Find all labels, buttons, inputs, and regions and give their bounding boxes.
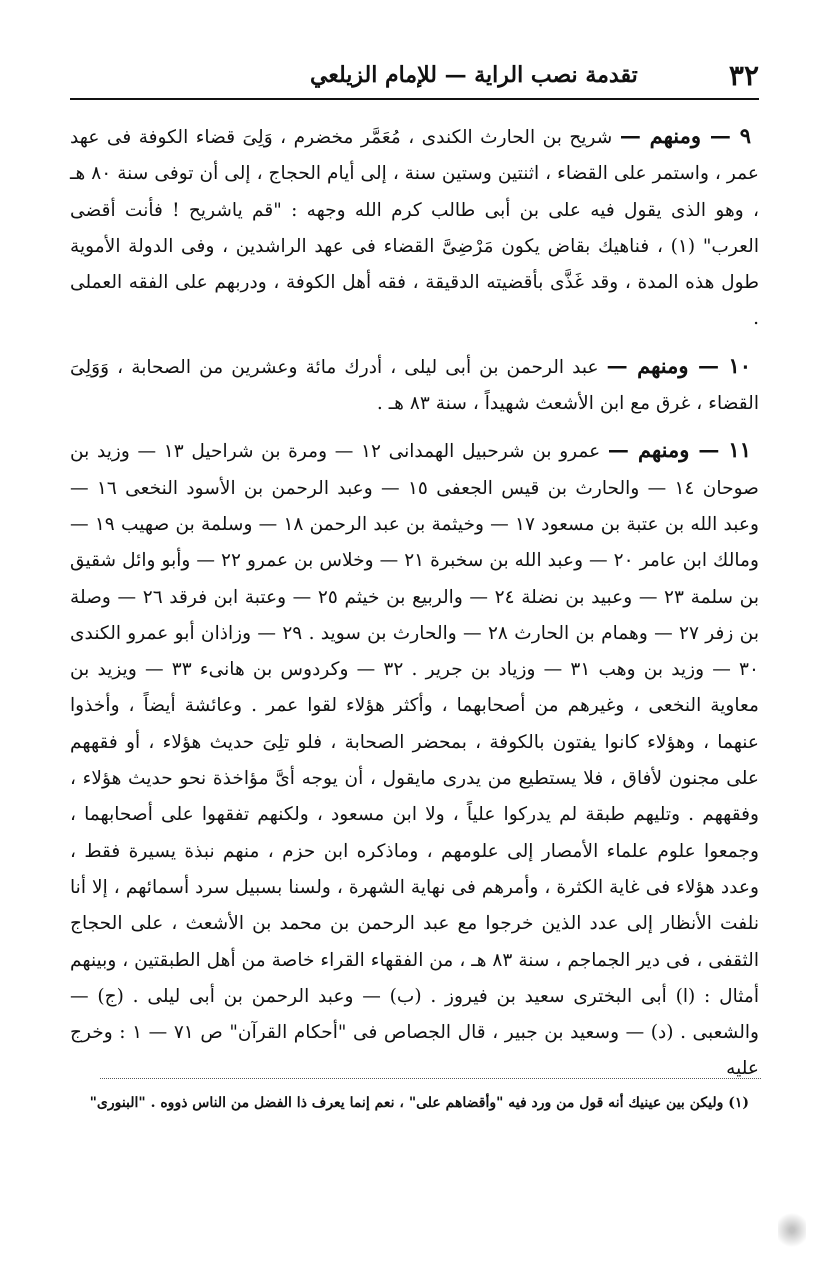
page-body	[70, 118, 759, 1092]
paragraph-lead: ٩ — ومنهم —	[619, 123, 751, 148]
paragraph-abd-al-rahman	[70, 348, 759, 423]
paragraph-lead: ١٠ — ومنهم —	[606, 352, 751, 378]
paragraph-text: عبد الرحمن بن أبى ليلى ، أدرك مائة وعشرين من الصحابة ، وَوَلِىَ القضاء ، غرق مع ابن الأشعث شهيداً ، سنة ٨٣ هـ .	[70, 356, 759, 415]
footnote-divider	[100, 1078, 761, 1079]
paragraph-text: عمرو بن شرحبيل الهمدانى ١٢ — ومرة بن شراحيل ١٣ — وزيد بن صوحان ١٤ — والحارث بن قيس الجعفى ١٥ — وعبد الرحمن بن الأسود النخعى ١٦ — وعبد الله بن عتبة بن مسعود ١٧ — وخيثمة بن عبد الرحمن ١٨ — وسلمة بن صهيب ١٩ — ومالك ابن عامر ٢٠ — وعبد الله بن سخبرة ٢١ — وخلاس بن عمرو ٢٢ — وأبو وائل شقيق بن سلمة ٢٣ — وعبيد بن نضلة ٢٤ — والربيع بن خيثم ٢٥ — وعتبة ابن فرقد ٢٦ — وصلة بن زفر ٢٧ — وهمام بن الحارث ٢٨ — والحارث بن سويد . ٢٩ — وزاذان أبو عمرو الكندى ٣٠ — وزيد بن وهب ٣١ — وزياد بن جرير . ٣٢ — وكردوس بن هانىء ٣٣ — ويزيد بن معاوية النخعى ، وغيرهم من أصحابهما ، وأكثر هؤلاء لقوا عمر . وعائشة أيضاً ، وأخذوا عنهما ، وهؤلاء كانوا يفتون بالكوفة ، بمحضر الصحابة ، فلو تلِىَ حديث هؤلاء ، أو فقههم على مجنون لأفاق ، فلا يستطيع من يدرى مايقول ، أن يوجه أىَّ مؤاخذة نحو حديث هؤلاء ، وفقههم . وتليهم طبقة لم يدركوا علياً ، ولا ابن مسعود ، ولكنهم تفقهوا على أصحابهما ، وجمعوا علوم علماء الأمصار إلى علومهم ، وماذكره ابن حزم ، منهم نبذة يسيرة فقط ، وعدد هؤلاء فى غاية الكثرة ، وأمرهم فى نهاية الشهرة ، ولسنا بسبيل سرد أسمائهم ، إلا أنا نلفت الأنظار إلى عدد الذين خرجوا مع عبد الرحمن بن محمد بن الأشعث ، على الحجاج الثقفى ، فى دير الجماجم ، سنة ٨٣ هـ ، من الفقهاء القراء خاصة من أهل الطبقتين ، وبينهم أمثال : (ا) أبى البخترى سعيد بن فيروز . (ب) — وعبد الرحمن بن أبى ليلى . (ج) — والشعبى . (د) — وسعيد بن جبير ، قال الجصاص فى "أحكام القرآن" ص ٧١ — ١ : وخرج عليه	[70, 441, 760, 1080]
running-title: تقدمة نصب الراية — للإمام الزيلعي	[310, 62, 638, 88]
paragraph-shurayh	[70, 118, 759, 338]
paragraph-text: شريح بن الحارث الكندى ، مُعَمَّر مخضرم ، وَلِىَ قضاء الكوفة فى عهد عمر ، واستمر على القضاء ، اثنتين وستين سنة ، إلى أيام الحجاج ، إلى أن توفى سنة ٨٠ هـ ، وهو الذى يقول فيه على بن أبى طالب كرم الله وجهه : "قم ياشريح ! فأنت أقضى العرب" (١) ، فناهيك بقاض يكون مَرْضِىَّ القضاء فى عهد الراشدين ، وفى الدولة الأموية طول هذه المدة ، وقد غَذَّى بأقضيته الدقيقة ، فقه أهل الكوفة ، ودربهم على الفقه العملى .	[70, 127, 759, 330]
page-header	[70, 52, 759, 100]
scan-smudge	[778, 1210, 806, 1250]
footnote: (١) وليكن بين عينيك أنه قول من ورد فيه "وأقضاهم على" ، نعم إنما يعرف ذا الفضل من الناس ذووه . "البنورى"	[89, 1095, 749, 1111]
paragraph-list	[70, 432, 759, 1087]
paragraph-lead: ١١ — ومنهم —	[607, 437, 751, 463]
page-number: ٣٢	[728, 58, 759, 92]
